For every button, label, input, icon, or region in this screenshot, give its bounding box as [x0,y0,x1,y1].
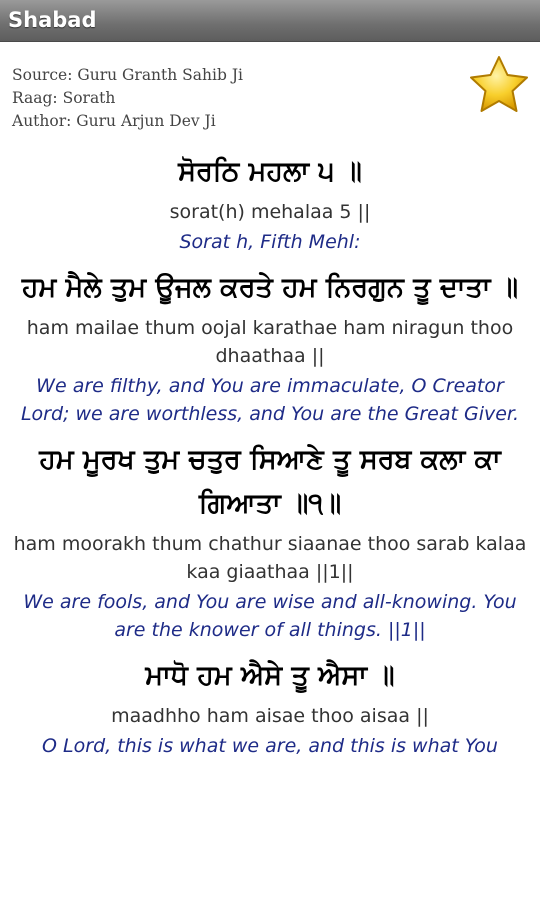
shabad-content [10,150,530,770]
favorite-button[interactable] [468,54,530,116]
gurmukhi-line: ਹਮ ਮੂਰਖ ਤੁਮ ਚਤੁਰ ਸਿਆਣੇ ਤੂ ਸਰਬ ਕਲਾ ਕਾ ਗਿਆਤਾ ॥੧॥ [39,444,501,519]
star-icon [468,54,530,116]
transliteration-line: sorat(h) mehalaa 5 || [169,201,371,223]
raag-label: Raag: Sorath [12,89,116,107]
verse-1 [10,150,530,256]
gurmukhi-line: ਮਾਧੋ ਹਮ ਐਸੇ ਤੂ ਐਸਾ ॥ [145,660,395,691]
author-label: Author: Guru Arjun Dev Ji [12,112,216,130]
shabad-info [12,64,243,133]
source-label: Source: Guru Granth Sahib Ji [12,66,244,84]
scroll-fade [0,860,540,900]
transliteration-line: ham mailae thum oojal karathae ham niragun thoo dhaathaa || [26,317,514,367]
translation-line: Sorat h, Fifth Mehl: [179,231,361,253]
verse-3 [10,438,530,644]
translation-line: O Lord, this is what we are, and this is what You [42,735,498,757]
app-title: Shabad [8,8,97,32]
gurmukhi-line: ਹਮ ਮੈਲੇ ਤੁਮ ਊਜਲ ਕਰਤੇ ਹਮ ਨਿਰਗੁਨ ਤੂ ਦਾਤਾ ॥ [21,272,519,303]
gurmukhi-line: ਸੋਰਠਿ ਮਹਲਾ ੫ ॥ [178,156,362,187]
translation-line: We are filthy, and You are immaculate, O Creator Lord; we are worthless, and You are the Great Giver. [20,375,520,425]
transliteration-line: maadhho ham aisae thoo aisaa || [111,705,429,727]
verse-2 [10,266,530,428]
verse-4 [10,654,530,760]
transliteration-line: ham moorakh thum chathur siaanae thoo sarab kalaa kaa giaathaa ||1|| [13,533,527,583]
title-bar [0,0,540,42]
translation-line: We are fools, and You are wise and all-knowing. You are the knower of all things. ||1|| [23,591,517,641]
